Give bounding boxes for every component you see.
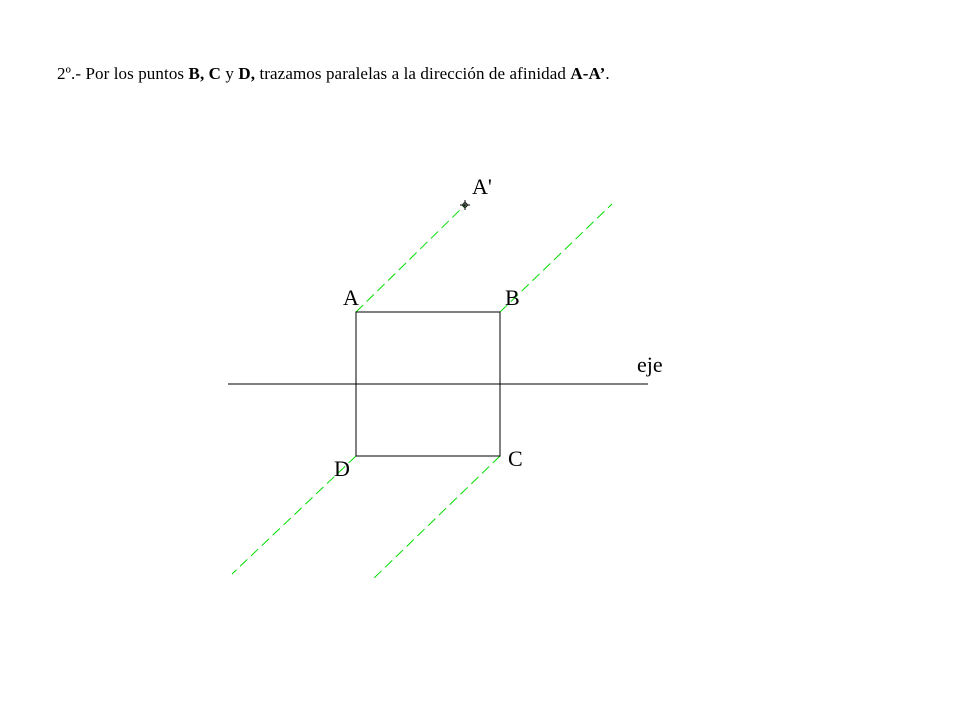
caption-step: 2º.-: [57, 64, 82, 83]
caption-text-2: y: [221, 64, 239, 83]
caption-end: .: [605, 64, 610, 83]
parallel-through-c: [372, 456, 500, 580]
label-d: D: [334, 456, 350, 481]
label-axis: eje: [637, 352, 663, 377]
label-c: C: [508, 446, 523, 471]
caption-affinity-pair: A-A’: [570, 64, 606, 83]
label-a: A: [343, 285, 359, 310]
label-b: B: [505, 285, 520, 310]
point-a-prime-marker: [460, 200, 470, 210]
caption-text-3: trazamos paralelas a la dirección de afinidad: [255, 64, 571, 83]
parallel-through-a: [356, 205, 465, 312]
caption-point-c: C: [208, 64, 222, 83]
caption-point-d: D,: [238, 64, 256, 83]
label-a-prime: A': [472, 174, 492, 199]
caption-text-1: Por los puntos: [81, 64, 189, 83]
caption-point-b: B,: [188, 64, 205, 83]
